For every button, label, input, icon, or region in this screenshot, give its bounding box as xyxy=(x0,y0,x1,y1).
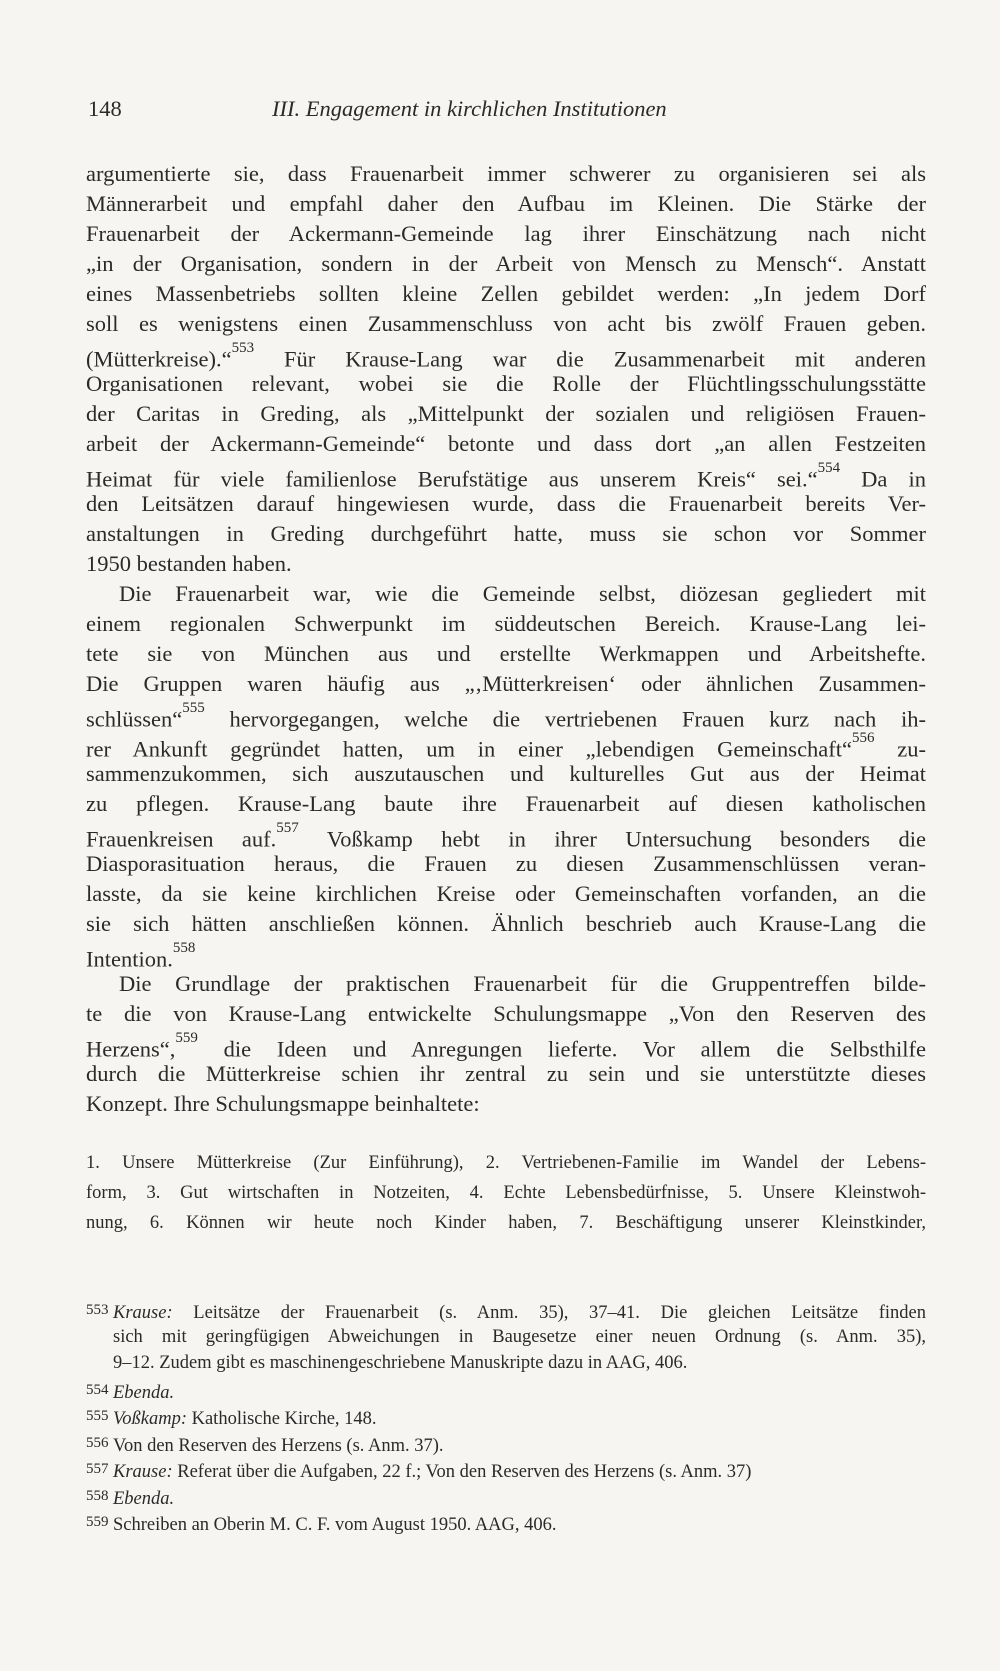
footnote-author: Ebenda. xyxy=(113,1488,175,1509)
footnote-line xyxy=(86,1509,926,1536)
text-line: der Caritas in Greding, als „Mittelpunkt der sozialen und religiösen Frauen- xyxy=(86,401,926,426)
quote-line: nung, 6. Können wir heute noch Kinder haben, 7. Beschäftigung unserer Kleinstkinder, xyxy=(86,1213,926,1233)
text-line: Die Gruppen waren häufig aus „‚Mütterkreisen‘ oder ähnlichen Zusammen- xyxy=(86,671,926,696)
footnote-line xyxy=(86,1430,926,1457)
text-line: te die von Krause-Lang entwickelte Schulungsmappe „Von den Reserven des xyxy=(86,1001,926,1026)
footnote-number: 553 xyxy=(86,1302,109,1318)
text-line: „in der Organisation, sondern in der Arbeit von Mensch zu Mensch“. Anstatt xyxy=(86,251,926,276)
footnote-line xyxy=(86,1456,926,1483)
text-line: Männerarbeit und empfahl daher den Aufbau im Kleinen. Die Stärke der xyxy=(86,191,926,216)
text-fragment: Herzens“, xyxy=(86,1036,176,1062)
footnote-text: Leitsätze der Frauenarbeit (s. Anm. 35), 37–41. Die gleichen Leitsätze finden xyxy=(193,1303,926,1323)
footnote-number: 558 xyxy=(86,1487,109,1504)
footnote-ref-558[interactable]: 558 xyxy=(172,940,196,956)
footnote-ref-557[interactable]: 557 xyxy=(276,820,299,836)
text-line xyxy=(86,729,926,762)
footnote-number: 554 xyxy=(86,1381,109,1398)
footnote-554 xyxy=(86,1377,926,1404)
text-line: sammenzukommen, sich auszutauschen und kulturelles Gut aus der Heimat xyxy=(86,761,926,786)
footnote-author: Krause: xyxy=(113,1303,173,1323)
footnote-text: Von den Reserven des Herzens (s. Anm. 37). xyxy=(113,1435,444,1456)
main-text xyxy=(86,159,926,1119)
text-line: den Leitsätzen darauf hingewiesen wurde, dass die Frauenarbeit bereits Ver- xyxy=(86,491,926,516)
footnote-558 xyxy=(86,1483,926,1510)
footnote-ref-559[interactable]: 559 xyxy=(175,1030,198,1046)
footnote-ref-556[interactable]: 556 xyxy=(852,730,875,746)
footnote-line xyxy=(86,1403,926,1430)
text-fragment: Voßkamp hebt in ihrer Untersuchung besonders die xyxy=(326,826,926,852)
footnote-ref-554[interactable]: 554 xyxy=(817,460,841,476)
footnotes xyxy=(86,1297,926,1536)
footnote-number: 557 xyxy=(86,1461,109,1477)
text-line: eines Massenbetriebs sollten kleine Zellen gebildet werden: „In jedem Dorf xyxy=(86,281,926,306)
text-line: argumentierte sie, dass Frauenarbeit immer schwerer zu organisieren sei als xyxy=(86,161,926,186)
footnote-author: Voßkamp: xyxy=(113,1409,187,1429)
footnote-line: 9–12. Zudem gibt es maschinengeschriebene Manuskripte dazu in AAG, 406. xyxy=(113,1353,688,1373)
footnote-number: 559 xyxy=(86,1514,109,1530)
text-line xyxy=(86,339,926,372)
text-line: Organisationen relevant, wobei sie die Rolle der Flüchtlingsschulungsstätte xyxy=(86,371,926,396)
footnote-number: 555 xyxy=(86,1408,109,1424)
page-number: 148 xyxy=(88,96,122,121)
text-line: lasste, da sie keine kirchlichen Kreise oder Gemeinschaften vorfanden, an die xyxy=(86,881,926,906)
text-fragment: rer Ankunft gegründet hatten, um in einer „lebendigen Gemeinschaft“ xyxy=(86,736,853,762)
quote-line: 1. Unsere Mütterkreise (Zur Einführung), 2. Vertriebenen-Familie im Wandel der Lebens- xyxy=(86,1153,926,1173)
footnote-line xyxy=(86,1377,926,1404)
footnote-line xyxy=(86,1483,926,1510)
text-line xyxy=(86,1029,927,1062)
footnote-line: sich mit geringfügigen Abweichungen in Baugesetze einer neuen Ordnung (s. Anm. 35), xyxy=(113,1326,926,1347)
quote-line: form, 3. Gut wirtschaften in Notzeiten, 4. Echte Lebensbedürfnisse, 5. Unsere Kleinstwoh- xyxy=(86,1183,926,1203)
text-line xyxy=(86,459,926,492)
text-line xyxy=(86,939,926,972)
footnote-553 xyxy=(86,1297,926,1377)
text-fragment: Intention. xyxy=(86,946,173,972)
text-line: sie sich hätten anschließen können. Ähnlich beschrieb auch Krause-Lang die xyxy=(86,911,926,936)
footnote-559 xyxy=(86,1509,926,1536)
text-line: Diasporasituation heraus, die Frauen zu diesen Zusammenschlüssen veran- xyxy=(86,851,926,876)
footnote-ref-553[interactable]: 553 xyxy=(231,340,255,356)
text-line: 1950 bestanden haben. xyxy=(86,551,292,576)
text-fragment: Heimat für viele familienlose Berufstätige aus unserem Kreis“ sei.“ xyxy=(86,466,818,492)
footnote-text: Schreiben an Oberin M. C. F. vom August 1950. AAG, 406. xyxy=(113,1515,557,1535)
footnote-author: Krause: xyxy=(113,1462,173,1482)
text-line: durch die Mütterkreise schien ihr zentral zu sein und sie unterstützte dieses xyxy=(86,1061,926,1086)
footnote-line xyxy=(86,1297,926,1324)
text-line: einem regionalen Schwerpunkt im süddeutschen Bereich. Krause-Lang lei- xyxy=(86,611,926,636)
text-fragment: (Mütterkreise).“ xyxy=(86,346,232,372)
text-line: tete sie von München aus und erstellte Werkmappen und Arbeitshefte. xyxy=(86,641,926,666)
footnote-557 xyxy=(86,1456,926,1483)
text-fragment: hervorgegangen, welche die vertriebenen Frauen kurz nach ih- xyxy=(229,706,926,732)
text-fragment: Frauenkreisen auf. xyxy=(86,826,277,852)
text-line xyxy=(86,699,926,732)
footnote-number: 556 xyxy=(86,1434,109,1451)
footnote-555 xyxy=(86,1403,926,1430)
text-fragment: Für Krause-Lang war die Zusammenarbeit mit anderen xyxy=(284,346,926,372)
text-fragment: zu- xyxy=(897,736,926,762)
text-fragment: schlüssen“ xyxy=(86,706,183,732)
paragraph-start: Die Grundlage der praktischen Frauenarbeit für die Gruppentreffen bilde- xyxy=(119,971,926,996)
block-quote xyxy=(86,1150,926,1240)
running-title: III. Engagement in kirchlichen Institutionen xyxy=(272,96,667,121)
text-line xyxy=(86,819,926,852)
text-line: Frauenarbeit der Ackermann-Gemeinde lag ihrer Einschätzung nach nicht xyxy=(86,221,926,246)
text-line: Konzept. Ihre Schulungsmappe beinhaltete: xyxy=(86,1091,480,1116)
text-line: soll es wenigstens einen Zusammenschluss von acht bis zwölf Frauen geben. xyxy=(86,311,926,336)
footnote-author: Ebenda. xyxy=(113,1382,175,1403)
paragraph-start: Die Frauenarbeit war, wie die Gemeinde selbst, diözesan gegliedert mit xyxy=(119,581,926,606)
footnote-text: Referat über die Aufgaben, 22 f.; Von den Reserven des Herzens (s. Anm. 37) xyxy=(177,1462,752,1482)
text-fragment: die Ideen und Anregungen lieferte. Vor allem die Selbsthilfe xyxy=(223,1036,927,1062)
footnote-text: Katholische Kirche, 148. xyxy=(191,1409,377,1429)
footnote-556 xyxy=(86,1430,926,1457)
text-fragment: Da in xyxy=(861,466,926,492)
text-line: zu pflegen. Krause-Lang baute ihre Frauenarbeit auf diesen katholischen xyxy=(86,791,926,816)
text-line: anstaltungen in Greding durchgeführt hatte, muss sie schon vor Sommer xyxy=(86,521,926,546)
text-line: arbeit der Ackermann-Gemeinde“ betonte und dass dort „an allen Festzeiten xyxy=(86,431,926,456)
footnote-ref-555[interactable]: 555 xyxy=(182,700,205,716)
